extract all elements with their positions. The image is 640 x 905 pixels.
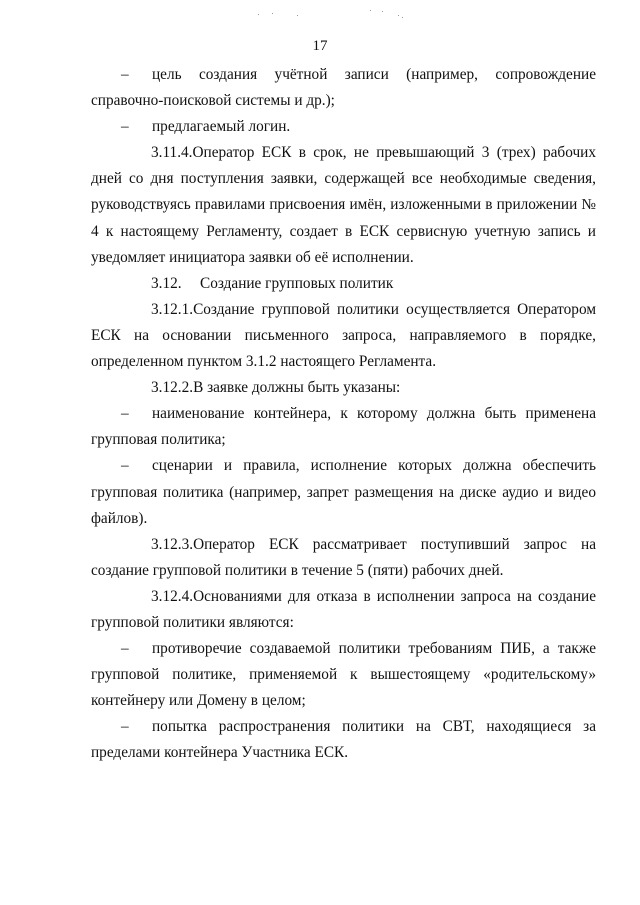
list-item: – предлагаемый логин. bbox=[91, 114, 596, 140]
section-heading: 3.12. Создание групповых политик bbox=[91, 271, 596, 297]
list-item: – наименование контейнера, к которому должна быть применена групповая политика; bbox=[91, 401, 596, 453]
list-item: – попытка распространения политики на СВТ, находящиеся за пределами контейнера Участника ЕСК. bbox=[91, 714, 596, 766]
list-item: – противоречие создаваемой политики требованиям ПИБ, а также групповой политике, применяемой к вышестоящему «родительскому» контейнеру или Домену в целом; bbox=[91, 636, 596, 714]
clause-number: 3.12.4. bbox=[151, 587, 194, 605]
clause-number: 3.12.1. bbox=[151, 300, 194, 318]
numbered-paragraph: 3.12.3.Оператор ЕСК рассматривает поступивший запрос на создание групповой политики в течение 5 (пяти) рабочих дней. bbox=[91, 532, 596, 584]
document-body bbox=[91, 62, 596, 767]
numbered-paragraph: 3.12.1.Создание групповой политики осуществляется Оператором ЕСК на основании письменного запроса, направляемого в порядке, определенном пунктом 3.1.2 настоящего Регламента. bbox=[91, 297, 596, 375]
clause-number: 3.11.4. bbox=[151, 144, 193, 162]
page-number: 17 bbox=[312, 38, 328, 54]
clause-number: 3.12.2. bbox=[151, 379, 194, 397]
numbered-paragraph: 3.12.4.Основаниями для отказа в исполнении запроса на создание групповой политики являются: bbox=[91, 584, 596, 636]
list-item: – цель создания учётной записи (например, сопровождение справочно-поисковой системы и др.); bbox=[91, 62, 596, 114]
clause-number: 3.12.3. bbox=[151, 535, 194, 553]
list-item: – сценарии и правила, исполнение которых должна обеспечить групповая политика (например, запрет размещения на диске аудио и видео файлов). bbox=[91, 453, 596, 531]
scan-artifact bbox=[250, 6, 430, 20]
numbered-paragraph: 3.11.4.Оператор ЕСК в срок, не превышающий 3 (трех) рабочих дней со дня поступления заявки, содержащей все необходимые сведения, руководствуясь правилами присвоения имён, изложенными в приложении № 4 к настоящему Регламенту, создает в ЕСК сервисную учетную запись и уведомляет инициатора заявки об её исполнении. bbox=[91, 140, 596, 270]
clause-number: 3.12. bbox=[151, 274, 182, 292]
numbered-paragraph: 3.12.2.В заявке должны быть указаны: bbox=[91, 375, 596, 401]
